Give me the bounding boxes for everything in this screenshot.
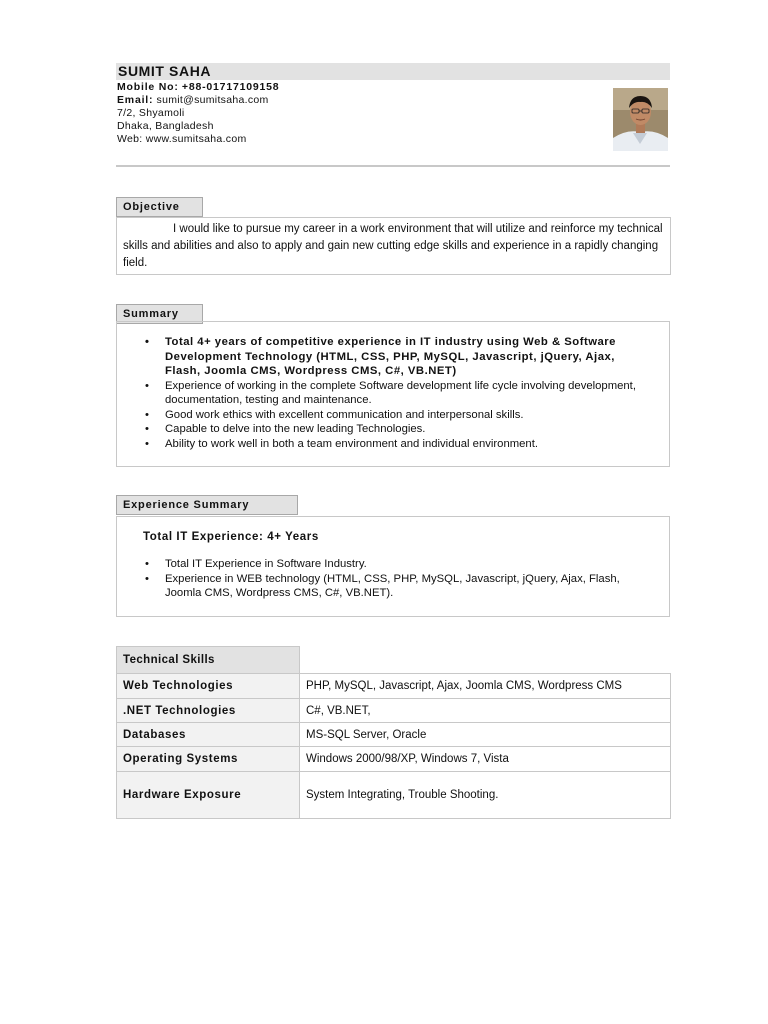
table-row: [117, 674, 671, 699]
skill-label: Databases: [117, 723, 300, 747]
objective-box: [116, 217, 671, 275]
mobile-label: Mobile No:: [117, 81, 179, 93]
table-row: [117, 699, 671, 723]
list-item: • Capable to delve into the new leading Technologies.: [143, 422, 645, 437]
mobile-line: [117, 81, 279, 94]
address-line-1: 7/2, Shyamoli: [117, 107, 185, 119]
list-item: • Total IT Experience in Software Industry.: [143, 557, 645, 572]
profile-photo: [613, 88, 668, 151]
skill-label: Operating Systems: [117, 747, 300, 772]
experience-list: [143, 557, 645, 601]
technical-skills-heading: Technical Skills: [117, 647, 300, 674]
technical-skills-table: [116, 646, 671, 819]
experience-heading: Experience Summary: [116, 495, 298, 515]
web-line[interactable]: Web: www.sumitsaha.com: [117, 133, 247, 145]
list-item: • Experience in WEB technology (HTML, CSS, PHP, MySQL, Javascript, jQuery, Ajax, Flash, Joomla CMS, Wordpress CMS, C#, VB.NET).: [143, 572, 645, 601]
table-row: [117, 723, 671, 747]
skill-label: Web Technologies: [117, 674, 300, 699]
skill-label: .NET Technologies: [117, 699, 300, 723]
list-item: • Experience of working in the complete Software development life cycle involving development, documentation, testing and maintenance.: [143, 379, 645, 408]
header-divider: [116, 165, 670, 167]
total-experience: Total IT Experience: 4+ Years: [143, 531, 319, 543]
table-row: [117, 647, 671, 674]
skill-value: C#, VB.NET,: [300, 699, 671, 723]
summary-list: [143, 335, 645, 451]
list-item: • Ability to work well in both a team environment and individual environment.: [143, 437, 645, 452]
profile-photo-illustration: [613, 88, 668, 151]
email-value[interactable]: sumit@sumitsaha.com: [156, 94, 269, 106]
skill-label: Hardware Exposure: [117, 772, 300, 819]
summary-box: [116, 321, 670, 467]
objective-text: I would like to pursue my career in a work environment that will utilize and reinforce my technical skills and abilities and also to apply and gain new cutting edge skills and experience in a rapidly changing field.: [123, 223, 663, 269]
list-item: • Total 4+ years of competitive experience in IT industry using Web & Software Development Technology (HTML, CSS, PHP, MySQL, Javascript, jQuery, Ajax, Flash, Joomla CMS, Wordpress CMS, C#, VB.NET): [143, 335, 645, 379]
skill-value: PHP, MySQL, Javascript, Ajax, Joomla CMS, Wordpress CMS: [300, 674, 671, 699]
address-line-2: Dhaka, Bangladesh: [117, 120, 214, 132]
skill-value: Windows 2000/98/XP, Windows 7, Vista: [300, 747, 671, 772]
objective-heading: Objective: [116, 197, 203, 217]
skill-value: MS-SQL Server, Oracle: [300, 723, 671, 747]
table-row: [117, 747, 671, 772]
table-header-spacer: [300, 647, 671, 674]
table-row: [117, 772, 671, 819]
summary-heading: Summary: [116, 304, 203, 324]
list-item: • Good work ethics with excellent communication and interpersonal skills.: [143, 408, 645, 423]
candidate-name: SUMIT SAHA: [118, 63, 212, 79]
skill-value: System Integrating, Trouble Shooting.: [300, 772, 671, 819]
email-label: Email:: [117, 94, 154, 106]
mobile-value: +88-01717109158: [181, 81, 280, 93]
email-line: [117, 94, 269, 107]
experience-box: [116, 516, 670, 617]
